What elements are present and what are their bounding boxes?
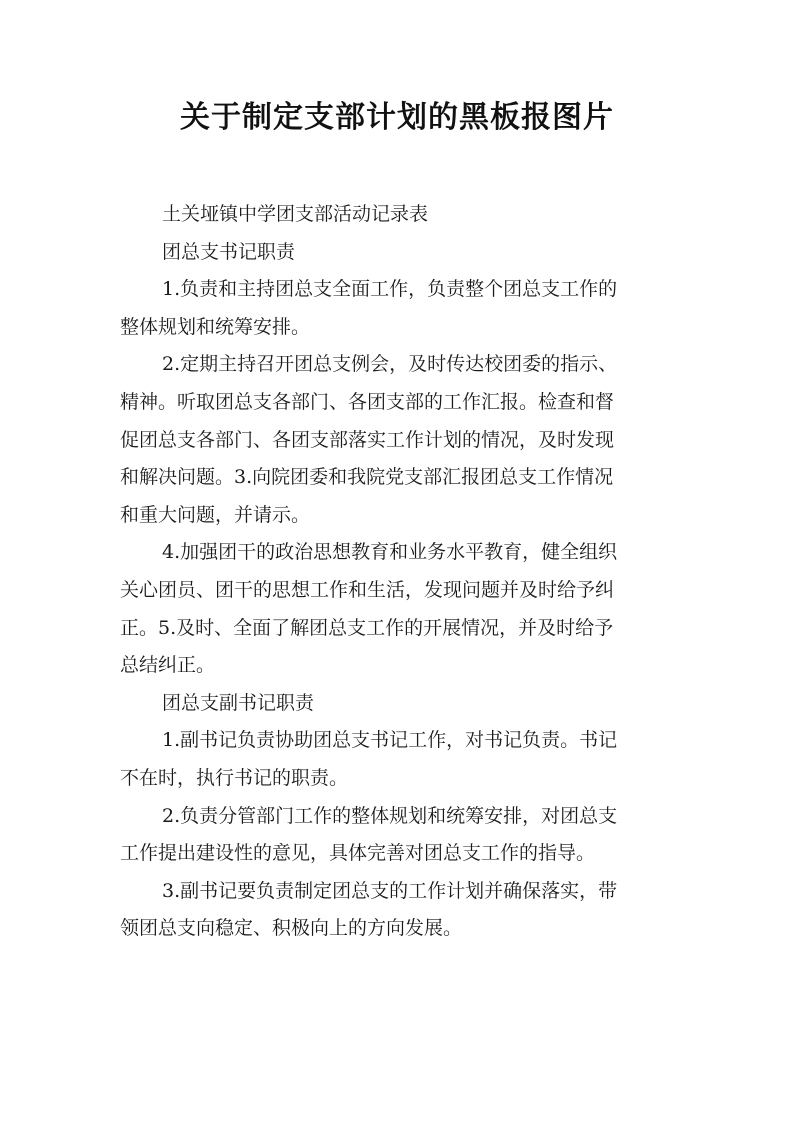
document-body bbox=[120, 196, 680, 948]
text-line: 领团总支向稳定、积极向上的方向发展。 bbox=[120, 917, 463, 940]
text-line: 土关垭镇中学团支部活动记录表 bbox=[162, 203, 429, 225]
text-line: 1.负责和主持团总支全面工作，负责整个团总支工作的 bbox=[162, 278, 618, 301]
text-line: 促团总支各部门、各团支部落实工作计划的情况，及时发现 bbox=[120, 428, 615, 451]
text-line: 2.定期主持召开团总支例会，及时传达校团委的指示、 bbox=[162, 353, 618, 376]
text-line: 工作提出建设性的意见，具体完善对团总支工作的指导。 bbox=[120, 842, 596, 865]
text-line: 总结纠正。 bbox=[120, 654, 216, 677]
text-line: 3.副书记要负责制定团总支的工作计划并确保落实，带 bbox=[162, 879, 618, 902]
text-line: 正。5.及时、全面了解团总支工作的开展情况，并及时给予 bbox=[120, 616, 614, 639]
text-line: 精神。听取团总支各部门、各团支部的工作汇报。检查和督 bbox=[120, 390, 615, 413]
document-title: 关于制定支部计划的黑板报图片 bbox=[180, 100, 614, 135]
text-line: 团总支书记职责 bbox=[162, 240, 296, 263]
text-line: 4.加强团干的政治思想教育和业务水平教育，健全组织 bbox=[162, 541, 618, 564]
text-line: 和重大问题，并请示。 bbox=[120, 503, 311, 526]
text-line: 不在时，执行书记的职责。 bbox=[120, 766, 349, 789]
text-line: 和解决问题。3.向院团委和我院党支部汇报团总支工作情况 bbox=[120, 466, 614, 489]
text-line: 团总支副书记职责 bbox=[162, 691, 315, 714]
text-line: 整体规划和统筹安排。 bbox=[120, 315, 311, 338]
text-line: 2.负责分管部门工作的整体规划和统筹安排，对团总支 bbox=[162, 804, 618, 827]
text-line: 关心团员、团干的思想工作和生活，发现问题并及时给予纠 bbox=[120, 578, 615, 601]
text-line: 1.副书记负责协助团总支书记工作，对书记负责。书记 bbox=[162, 729, 618, 752]
